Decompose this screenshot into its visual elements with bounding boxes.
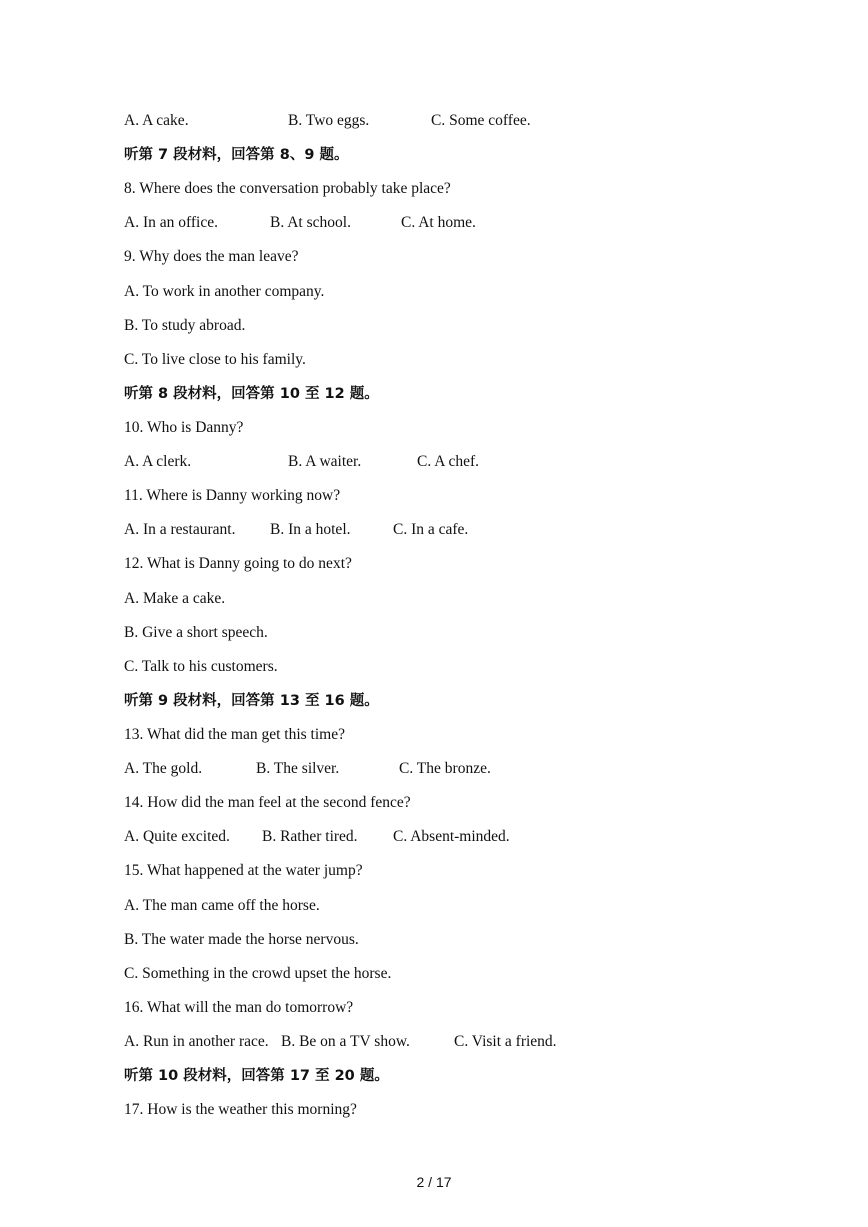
option-c: C. Visit a friend.: [454, 1033, 557, 1050]
question-9-option-a: A. To work in another company.: [124, 283, 325, 300]
question-12-option-b: B. Give a short speech.: [124, 624, 268, 641]
section-heading-10: 听第 10 段材料，回答第 17 至 20 题。: [124, 1068, 389, 1084]
question-15-option-b: B. The water made the horse nervous.: [124, 931, 359, 948]
question-17: 17. How is the weather this morning?: [124, 1101, 357, 1118]
option-b: B. In a hotel.: [270, 521, 351, 538]
option-b: B. Be on a TV show.: [281, 1033, 410, 1050]
section-heading-9: 听第 9 段材料，回答第 13 至 16 题。: [124, 693, 379, 709]
option-a: A. The gold.: [124, 760, 203, 777]
option-a: A. In an office.: [124, 214, 218, 231]
question-8: 8. Where does the conversation probably take place?: [124, 180, 451, 197]
question-16: 16. What will the man do tomorrow?: [124, 999, 354, 1016]
option-c: C. Some coffee.: [431, 112, 531, 129]
option-c: C. Absent-minded.: [393, 828, 510, 845]
option-a: A. Quite excited.: [124, 828, 230, 845]
option-c: C. At home.: [401, 214, 476, 231]
question-9-option-b: B. To study abroad.: [124, 317, 246, 334]
option-a: A. A cake.: [124, 112, 189, 129]
section-heading-8: 听第 8 段材料，回答第 10 至 12 题。: [124, 386, 379, 402]
question-15: 15. What happened at the water jump?: [124, 862, 363, 879]
option-c: C. In a cafe.: [393, 521, 469, 538]
question-12: 12. What is Danny going to do next?: [124, 555, 352, 572]
question-10: 10. Who is Danny?: [124, 419, 244, 436]
option-a: A. A clerk.: [124, 453, 192, 470]
option-b: B. A waiter.: [288, 453, 362, 470]
option-a: A. Run in another race.: [124, 1033, 269, 1050]
question-9: 9. Why does the man leave?: [124, 248, 299, 265]
question-14: 14. How did the man feel at the second fence?: [124, 794, 411, 811]
question-15-option-a: A. The man came off the horse.: [124, 897, 320, 914]
option-b: B. Rather tired.: [262, 828, 358, 845]
option-c: C. The bronze.: [399, 760, 491, 777]
option-a: A. In a restaurant.: [124, 521, 236, 538]
question-9-option-c: C. To live close to his family.: [124, 351, 306, 368]
option-b: B. At school.: [270, 214, 351, 231]
question-13: 13. What did the man get this time?: [124, 726, 345, 743]
question-12-option-c: C. Talk to his customers.: [124, 658, 278, 675]
option-b: B. The silver.: [256, 760, 340, 777]
question-11: 11. Where is Danny working now?: [124, 487, 341, 504]
option-b: B. Two eggs.: [288, 112, 370, 129]
question-15-option-c: C. Something in the crowd upset the horse.: [124, 965, 392, 982]
section-heading-7: 听第 7 段材料，回答第 8、9 题。: [124, 147, 349, 163]
page-number: 2 / 17: [416, 1174, 452, 1190]
question-12-option-a: A. Make a cake.: [124, 590, 226, 607]
option-c: C. A chef.: [417, 453, 479, 470]
